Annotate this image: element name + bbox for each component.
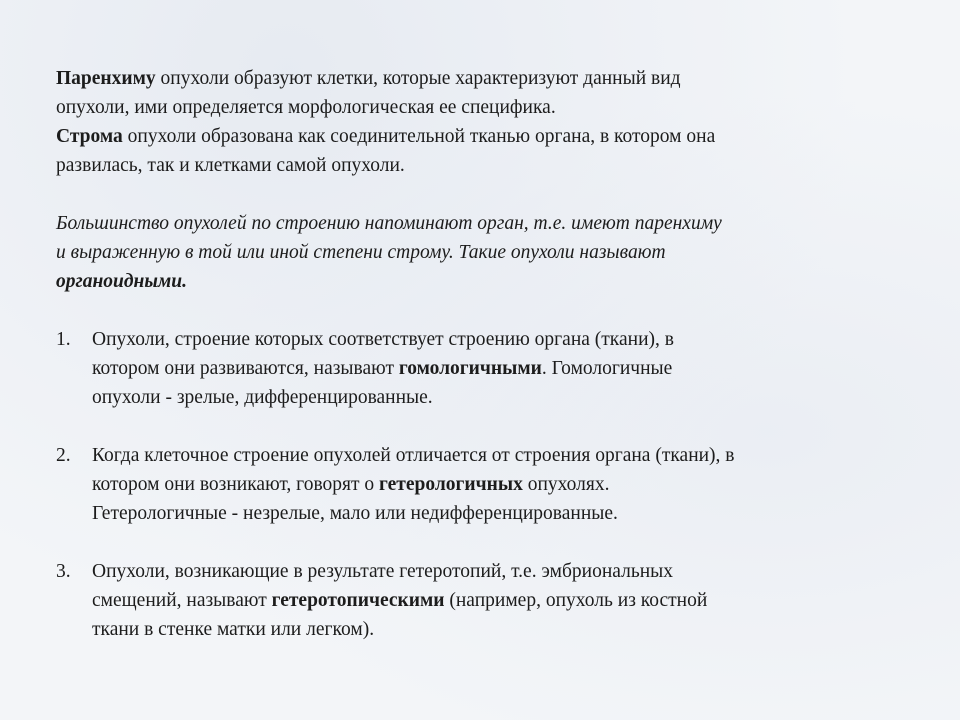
text: котором они развиваются, называют: [92, 358, 399, 379]
term-heterologous: гетерологичных: [379, 474, 523, 495]
text: Опухоли, возникающие в результате гетеротопий, т.е. эмбриональных: [92, 561, 674, 582]
term-heterotopic: гетеротопическими: [271, 590, 445, 611]
text: . Гомологичные: [541, 358, 673, 379]
list-number: 3.: [56, 561, 71, 582]
term-parenchyma: Паренхиму: [56, 68, 156, 89]
text: опухоли образована как соединительной тканью органа, в котором она: [122, 126, 716, 147]
paragraph-parenchyma: [56, 64, 896, 122]
text: и выраженную в той или иной степени строму. Такие опухоли называют: [56, 242, 666, 263]
text: Большинство опухолей по строению напоминают орган, т.е. имеют паренхиму: [56, 213, 722, 234]
list-item-heterotopic: [56, 557, 896, 644]
text: опухолях.: [522, 474, 610, 495]
text: Когда клеточное строение опухолей отличается от строения органа (ткани), в: [92, 445, 735, 466]
list-number: 2.: [56, 445, 71, 466]
text: опухоли, ими определяется морфологическая ее специфика.: [56, 97, 556, 118]
term-organoid: органоидными.: [56, 271, 187, 292]
term-stroma: Строма: [56, 126, 123, 147]
list-number: 1.: [56, 329, 71, 350]
list-item-homologous: [56, 325, 896, 412]
list-item-heterologous: [56, 441, 896, 528]
text: котором они возникают, говорят о: [92, 474, 380, 495]
text: опухоли - зрелые, дифференцированные.: [92, 387, 433, 408]
term-homologous: гомологичными: [398, 358, 542, 379]
paragraph-stroma: [56, 122, 896, 180]
text: Опухоли, строение которых соответствует строению органа (ткани), в: [92, 329, 674, 350]
slide-content: [56, 64, 896, 644]
paragraph-organoid: [56, 209, 896, 296]
text: смещений, называют: [92, 590, 272, 611]
text: (например, опухоль из костной: [444, 590, 708, 611]
text: опухоли образуют клетки, которые характеризуют данный вид: [155, 68, 681, 89]
text: Гетерологичные - незрелые, мало или недифференцированные.: [92, 503, 618, 524]
text: ткани в стенке матки или легком).: [92, 619, 375, 640]
text: развилась, так и клетками самой опухоли.: [56, 155, 405, 176]
